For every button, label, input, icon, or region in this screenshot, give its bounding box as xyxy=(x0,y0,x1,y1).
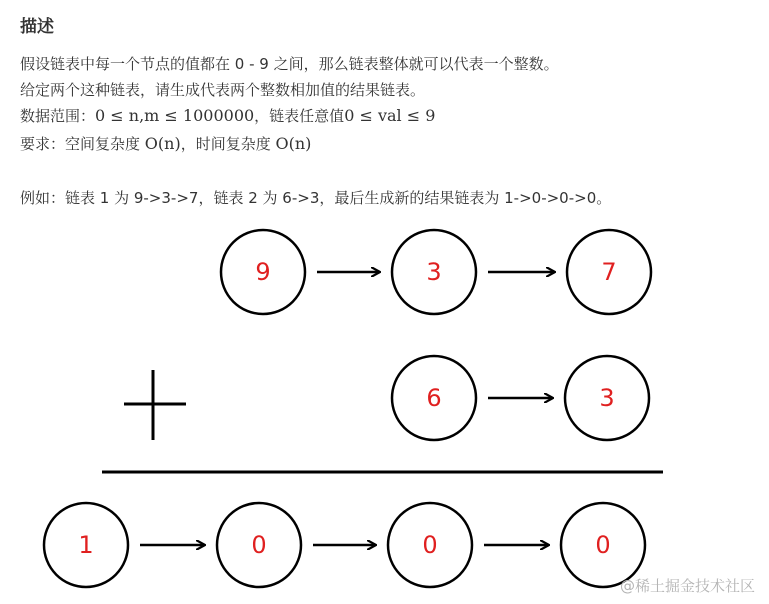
requirement-label: 要求：空间复杂度 xyxy=(20,135,145,153)
node-value: 3 xyxy=(599,384,615,412)
plus-sign-icon xyxy=(124,370,186,440)
result-node xyxy=(217,503,301,587)
result-node xyxy=(388,503,472,587)
requirement-mid: ，时间复杂度 xyxy=(180,135,276,153)
data-range-label: 数据范围： xyxy=(20,107,96,125)
watermark: @稀土掘金技术社区 xyxy=(619,577,755,595)
result-node xyxy=(44,503,128,587)
node-value: 0 xyxy=(251,531,267,559)
node-value: 6 xyxy=(426,384,442,412)
data-range-mid: ，链表任意值 xyxy=(254,107,345,125)
description-heading: 描述 xyxy=(20,17,54,37)
node-value: 3 xyxy=(426,258,442,286)
description-line-1: 假设链表中每一个节点的值都在 0 - 9 之间，那么链表整体就可以代表一个整数。 xyxy=(20,55,559,73)
node-value: 1 xyxy=(78,531,94,559)
time-complexity: O(n) xyxy=(275,134,312,153)
list1-node xyxy=(567,230,651,314)
example-line: 例如：链表 1 为 9->3->7，链表 2 为 6->3，最后生成新的结果链表为 1->0->0->0。 xyxy=(20,189,612,207)
node-value: 7 xyxy=(601,258,617,286)
range-formula-nm: 0 ≤ n,m ≤ 1000000 xyxy=(95,106,255,125)
node-value: 9 xyxy=(255,258,271,286)
description-line-2: 给定两个这种链表，请生成代表两个整数相加值的结果链表。 xyxy=(20,81,426,99)
list1-node xyxy=(221,230,305,314)
node-value: 0 xyxy=(422,531,438,559)
list2-node xyxy=(392,356,476,440)
space-complexity: O(n) xyxy=(144,134,181,153)
list2-node xyxy=(565,356,649,440)
list1-node xyxy=(392,230,476,314)
range-formula-val: 0 ≤ val ≤ 9 xyxy=(344,106,436,125)
node-value: 0 xyxy=(595,531,611,559)
